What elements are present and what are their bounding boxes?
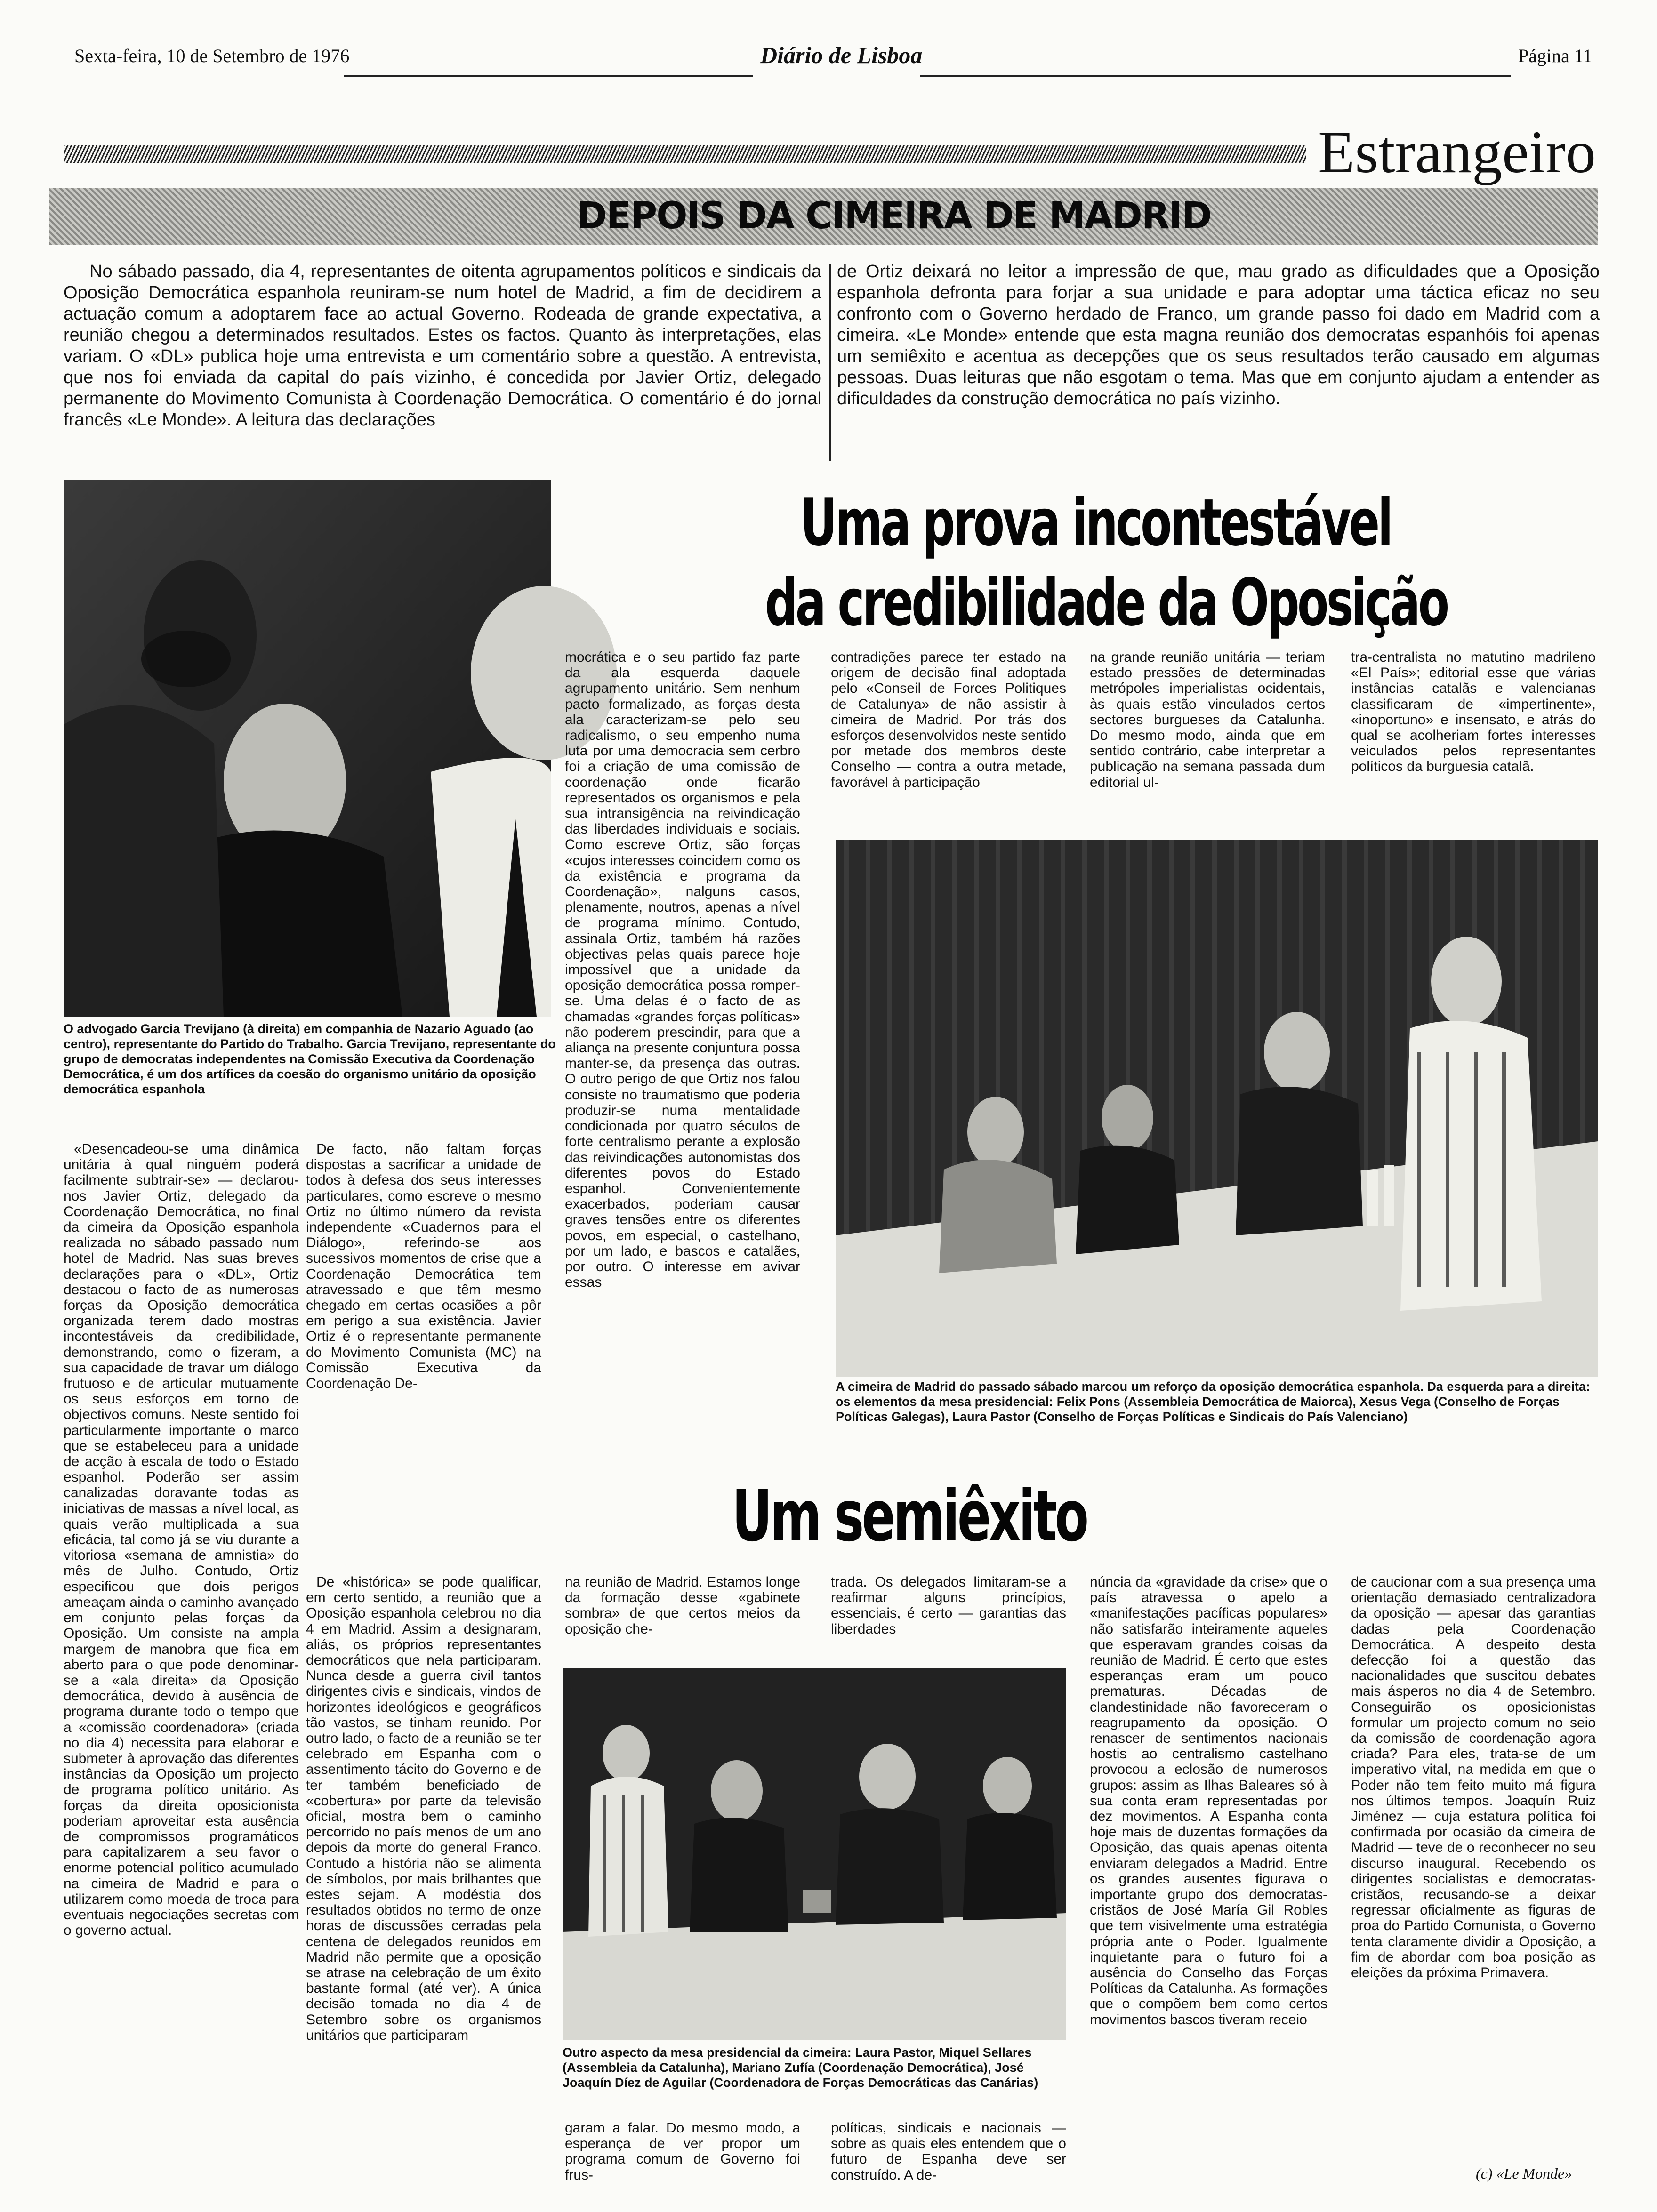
masthead-rule-right — [920, 75, 1511, 77]
section-hatch-bar — [64, 145, 1306, 163]
page-number: Página 11 — [1518, 45, 1593, 66]
article2-col1 — [306, 1574, 541, 2163]
photo-presidential-table — [836, 840, 1598, 1377]
photo-image — [64, 480, 551, 1017]
article1-col2-text: mocrática e o seu partido faz parte da ala esquerda daquele agrupamento unitário. Sem nenhum pacto formalizado, as forças desta ala caracterizam-se pelo seu radicalismo, o seu empenho numa luta por uma democracia sem cerbro foi a criação de uma comissão de coordenação onde ficarão representados os organismos e pela sua intransigência na reivindicação das liberdades individuais e sociais. Como escreve Ortiz, são forças «cujos interesses coincidem como os da existência e programa da Coordenação», nalguns casos, plenamente, noutros, apenas a nível de programa mínimo. Contudo, assinala Ortiz, também há razões objectivas pelas quais parece hoje impossível que a unidade da oposição democrática possa romper-se. Uma delas é o facto de as chamadas «grandes forças políticas» não poderem prescindir, para que a aliança na presente conjuntura possa manter-se, da presença das outras. O outro perigo de que Ortiz nos falou consiste no traumatismo que poderia produzir-se numa mentalidade condicionada por quatro séculos de forte centralismo perante a explosão das reivindicações autonomistas dos diferentes povos do Estado espanhol. Convenientemente exacerbados, poderiam causar graves tensões entre os diferentes povos, em especial, o castelhano, por um lado, e bascos e catalães, por outro. O interesse em avivar essas — [565, 649, 800, 1290]
photo-image — [563, 1668, 1066, 2040]
article1-col2 — [565, 649, 800, 1341]
article1-col1 — [64, 1141, 299, 1939]
article2-col2b-text: garam a falar. Do mesmo modo, a esperança de ver propor um programa comum de Governo foi frus- — [565, 2120, 800, 2183]
kicker-text: DEPOIS DA CIMEIRA DE MADRID — [577, 195, 1211, 237]
masthead-rule-left — [344, 75, 753, 77]
article2-credit: (c) «Le Monde» — [1476, 2165, 1572, 2182]
article2-col3b — [831, 2120, 1066, 2183]
kicker-banner — [49, 188, 1598, 245]
article1-col5-text: tra-centralista no matutino madrileno «El País»; editorial esse que várias instâncias catalãs e valencianas classificaram de «impertinente», «inoportuno» e insensato, e atrás do qual se acolheriam fortes interesses veiculados pelos representantes políticos da burguesia catalã. — [1351, 649, 1596, 775]
article1-col5 — [1351, 649, 1596, 838]
article2-col5-text: de caucionar com a sua presença uma orientação demasiado centralizadora da oposição — apesar das garantias dadas pela Coordenação Democrática. A despeito desta defecção foi a questão das nacionalidades que suscitou debates mais ásperos no dia 4 de Setembro. Conseguirão os oposicionistas formular um projecto comum no seio da comissão de coordenação agora criada? Para eles, trata-se de um imperativo vital, na medida em que o Poder não tem feito muito má figura nos últimos tempos. Joaquín Ruiz Jiménez — cuja estatura política foi confirmada por ocasião da cimeira de Madrid — teve de o reconhecer no seu discurso inaugural. Recebendo os dirigentes socialistas e democratas-cristãos, recusando-se a deixar regressar oficialmente as figuras de proa do Partido Comunista, o Governo tenta claramente dividir a Oposição, a fim de abordar com boa posição as eleições da próxima Primavera. — [1351, 1574, 1596, 1981]
headline-2: Um semiêxito — [732, 1475, 1087, 1557]
article1-col3-text: contradições parece ter estado na origem de decisão final adoptada pelo «Conseil de Forces Politiques de Catalunya» de não assistir à cimeira de Madrid. Por trás dos esforços desenvolvidos neste sentido por metade dos membros deste Conselho — contra a outra metade, favorável à participação — [831, 649, 1066, 790]
intro-left: No sábado passado, dia 4, representantes de oitenta agrupamentos políticos e sindicais da Oposição Democrática espanhola reuniram-se num hotel de Madrid, a fim de decidirem a actuação comum a adoptarem face ao actual Governo. Rodeada de grande expectativa, a reunião chegou a determinados resultados. Estes os factos. Quanto às interpretações, elas variam. O «DL» publica hoje uma entrevista e um comentário sobre a questão. A entrevista, que nos foi enviada da capital do país vizinho, é concedida por Javier Ortiz, delegado permanente do Movimento Comunista à Coordenação Democrática. O comentário é do jornal francês «Le Monde». A leitura das declarações — [64, 262, 821, 430]
article1-col2b-text: De facto, não faltam forças dispostas a sacrificar a unidade de todos à defesa dos seus interesses particulares, como escreve o mesmo Ortiz no último número da revista independente «Cuadernos para el Diálogo», referindo-se aos sucessivos momentos de crise que a Coordenação Democrática tem atravessado e que têm mesmo chegado em certas ocasiões a pôr em perigo a sua existência. Javier Ortiz é o representante permanente do Movimento Comunista (MC) na Comissão Executiva da Coordenação De- — [306, 1141, 541, 1392]
article2-col3b-text: políticas, sindicais e nacionais — sobre as quais eles entendem que o futuro de Espanha deve ser construído. A de- — [831, 2120, 1066, 2183]
intro-divider — [829, 264, 831, 461]
photo-image — [836, 840, 1598, 1377]
photo-caption-3: Outro aspecto da mesa presidencial da cimeira: Laura Pastor, Miquel Sellares (Assembleia da Catalunha), Mariano Zufía (Coordenação Democrática), José Joaquín Díez de Aguilar (Coordenadora de Forças Democráticas das Canárias) — [563, 2045, 1038, 2090]
headline-1-line1: Uma prova incontestável — [800, 485, 1391, 561]
photo-caption-2: A cimeira de Madrid do passado sábado marcou um reforço da oposição democrática espanhola. Da esquerda para a direita: os elementos da mesa presidencial: Felix Pons (Assembleia Democrática de Maiorca), Xesus Vega (Conselho de Forças Políticas Galegas), Laura Pastor (Conselho de Forças Políticas e Sindicais do País Valenciano) — [836, 1379, 1590, 1424]
newspaper-name: Diário de Lisboa — [760, 42, 923, 68]
photo-caption-1: O advogado Garcia Trevijano (à direita) em companhia de Nazario Aguado (ao centro), representante do Partido do Trabalho. Garcia Trevijano, representante do grupo de democratas independentes na Comissão Executiva da Coordenação Democrática, é um dos artífices da coesão do organismo unitário da oposição democrática espanhola — [64, 1022, 556, 1096]
article2-col5 — [1351, 1574, 1596, 2158]
photo-presidential-table-2 — [563, 1668, 1066, 2040]
article1-col4-text: na grande reunião unitária — teriam estado pressões de determinadas metrópoles imperialistas ocidentais, às quais estão vinculados certos sectores burgueses da Catalunha. Do mesmo modo, ainda que em sentido contrário, cabe interpretar a publicação na semana passada dum editorial ul- — [1090, 649, 1325, 790]
section-title: Estrangeiro — [1318, 119, 1596, 185]
article1-col4 — [1090, 649, 1325, 800]
issue-date: Sexta-feira, 10 de Setembro de 1976 — [74, 45, 350, 66]
article2-col2b — [565, 2120, 800, 2183]
article1-col3 — [831, 649, 1066, 800]
article2-col4 — [1090, 1574, 1327, 2153]
photo-garcia-trevijano — [64, 480, 551, 1017]
article1-col2b — [306, 1141, 541, 1447]
article2-col3-text: trada. Os delegados limitaram-se a reafirmar alguns princípios, essenciais, é certo — garantias das liberdades — [831, 1574, 1066, 1637]
intro-right: de Ortiz deixará no leitor a impressão de que, mau grado as dificuldades que a Oposição espanhola defronta para forjar a sua unidade e para adoptar uma táctica eficaz no seu confronto com o Governo herdado de Franco, um grande passo foi dado em Madrid com a cimeira. «Le Monde» entende que esta magna reunião dos democratas espanhóis foi apenas um semiêxito e acentua as decepções que os seus resultados terão causado em algumas pessoas. Duas leituras que não esgotam o tema. Mas que em conjunto ajudam a entender as dificuldades da construção democrática no país vizinho. — [837, 262, 1600, 409]
article2-col3 — [831, 1574, 1066, 1659]
article2-col2 — [565, 1574, 800, 1659]
article2-col1-text: De «histórica» se pode qualificar, em certo sentido, a reunião que a Oposição espanhola celebrou no dia 4 em Madrid. Assim a designaram, aliás, os próprios representantes democráticos que nela participaram. Nunca desde a guerra civil tantos dirigentes civis e sindicais, vindos de horizontes ideológicos e geográficos tão vastos, se tinham reunido. Por outro lado, o facto de a reunião se ter celebrado em Espanha com o assentimento tácito do Governo e de ter também beneficiado de «cobertura» por parte da televisão oficial, mostra bem o caminho percorrido no país menos de um ano depois da morte do general Franco. Contudo a história não se alimenta de símbolos, por mais brilhantes que estes sejam. A modéstia dos resultados obtidos no termo de onze horas de discussões cerradas pela centena de delegados reunidos em Madrid não permite que a oposição se atrase na celebração de um êxito bastante formal (até ver). A única decisão tomada no dia 4 de Setembro sobre os organismos unitários que participaram — [306, 1574, 541, 2043]
article2-col4-text: núncia da «gravidade da crise» que o país atravessa o apelo a «manifestações pacíficas populares» não satisfarão inteiramente aqueles que esperavam grandes coisas da reunião de Madrid. É certo que estes esperanças eram um pouco prematuras. Décadas de clandestinidade não favoreceram o reagrupamento da oposição. O renascer de sentimentos nacionais hostis ao centralismo castelhano provocou a eclosão de numerosos grupos: assim as Ilhas Baleares só à sua conta eram representadas por dez movimentos. A Espanha conta hoje mais de duzentas formações da Oposição, das quais apenas oitenta enviaram delegados a Madrid. Entre os grandes ausentes figurava o importante grupo dos democratas-cristãos de José María Gil Robles que tem visivelmente uma estratégia própria ante o Poder. Igualmente inquietante para o futuro foi a ausência do Conselho das Forças Políticas da Catalunha. As formações que o compõem bem como certos movimentos bascos tiveram receio — [1090, 1574, 1327, 2028]
article2-col2-text: na reunião de Madrid. Estamos longe da formação desse «gabinete sombra» de que certos meios da oposição che- — [565, 1574, 800, 1637]
article1-col1-text: «Desencadeou-se uma dinâmica unitária à qual ninguém poderá facilmente subtrair-se» — declarou-nos Javier Ortiz, delegado da Coordenação Democrática, no final da cimeira da Oposição espanhola realizada no sábado passado num hotel de Madrid. Nas suas breves declarações para o «DL», Ortiz destacou o facto de as numerosas forças da Oposição democrática organizada terem dado mostras incontestáveis da credibilidade, demonstrando, como o fizeram, a sua capacidade de travar um diálogo frutuoso e de articular mutuamente os seus esforços em torno de objectivos comuns. Neste sentido foi particularmente importante o marco que se estabeleceu para a unidade de acção à escala de todo o Estado espanhol. Poderão ser assim canalizadas doravante todas as iniciativas de massas a nível local, as quais verão multiplicada a sua eficácia, tal como já se viu durante a vitoriosa «semana de amnistia» do mês de Julho. Contudo, Ortiz especificou que dois perigos ameaçam ainda o caminho avançado em conjunto pelas forças da Oposição. Um consiste na ampla margem de manobra que fica em aberto para o que pode denominar-se a «ala direita» da Oposição democrática, devido à ausência de programa durante todo o tempo que a «comissão coordenadora» (criada no dia 4) necessita para elaborar e submeter à aprovação das diferentes instâncias da Oposição um projecto de programa político unitário. As forças da direita oposicionista poderiam aproveitar esta ausência de compromissos programáticos para capitalizarem a seu favor o enorme potencial político acumulado na cimeira de Madrid e para o utilizarem como moeda de troca para eventuais negociações secretas com o governo actual. — [64, 1141, 299, 1939]
headline-1-line2: da credibilidade da Oposição — [765, 565, 1448, 641]
